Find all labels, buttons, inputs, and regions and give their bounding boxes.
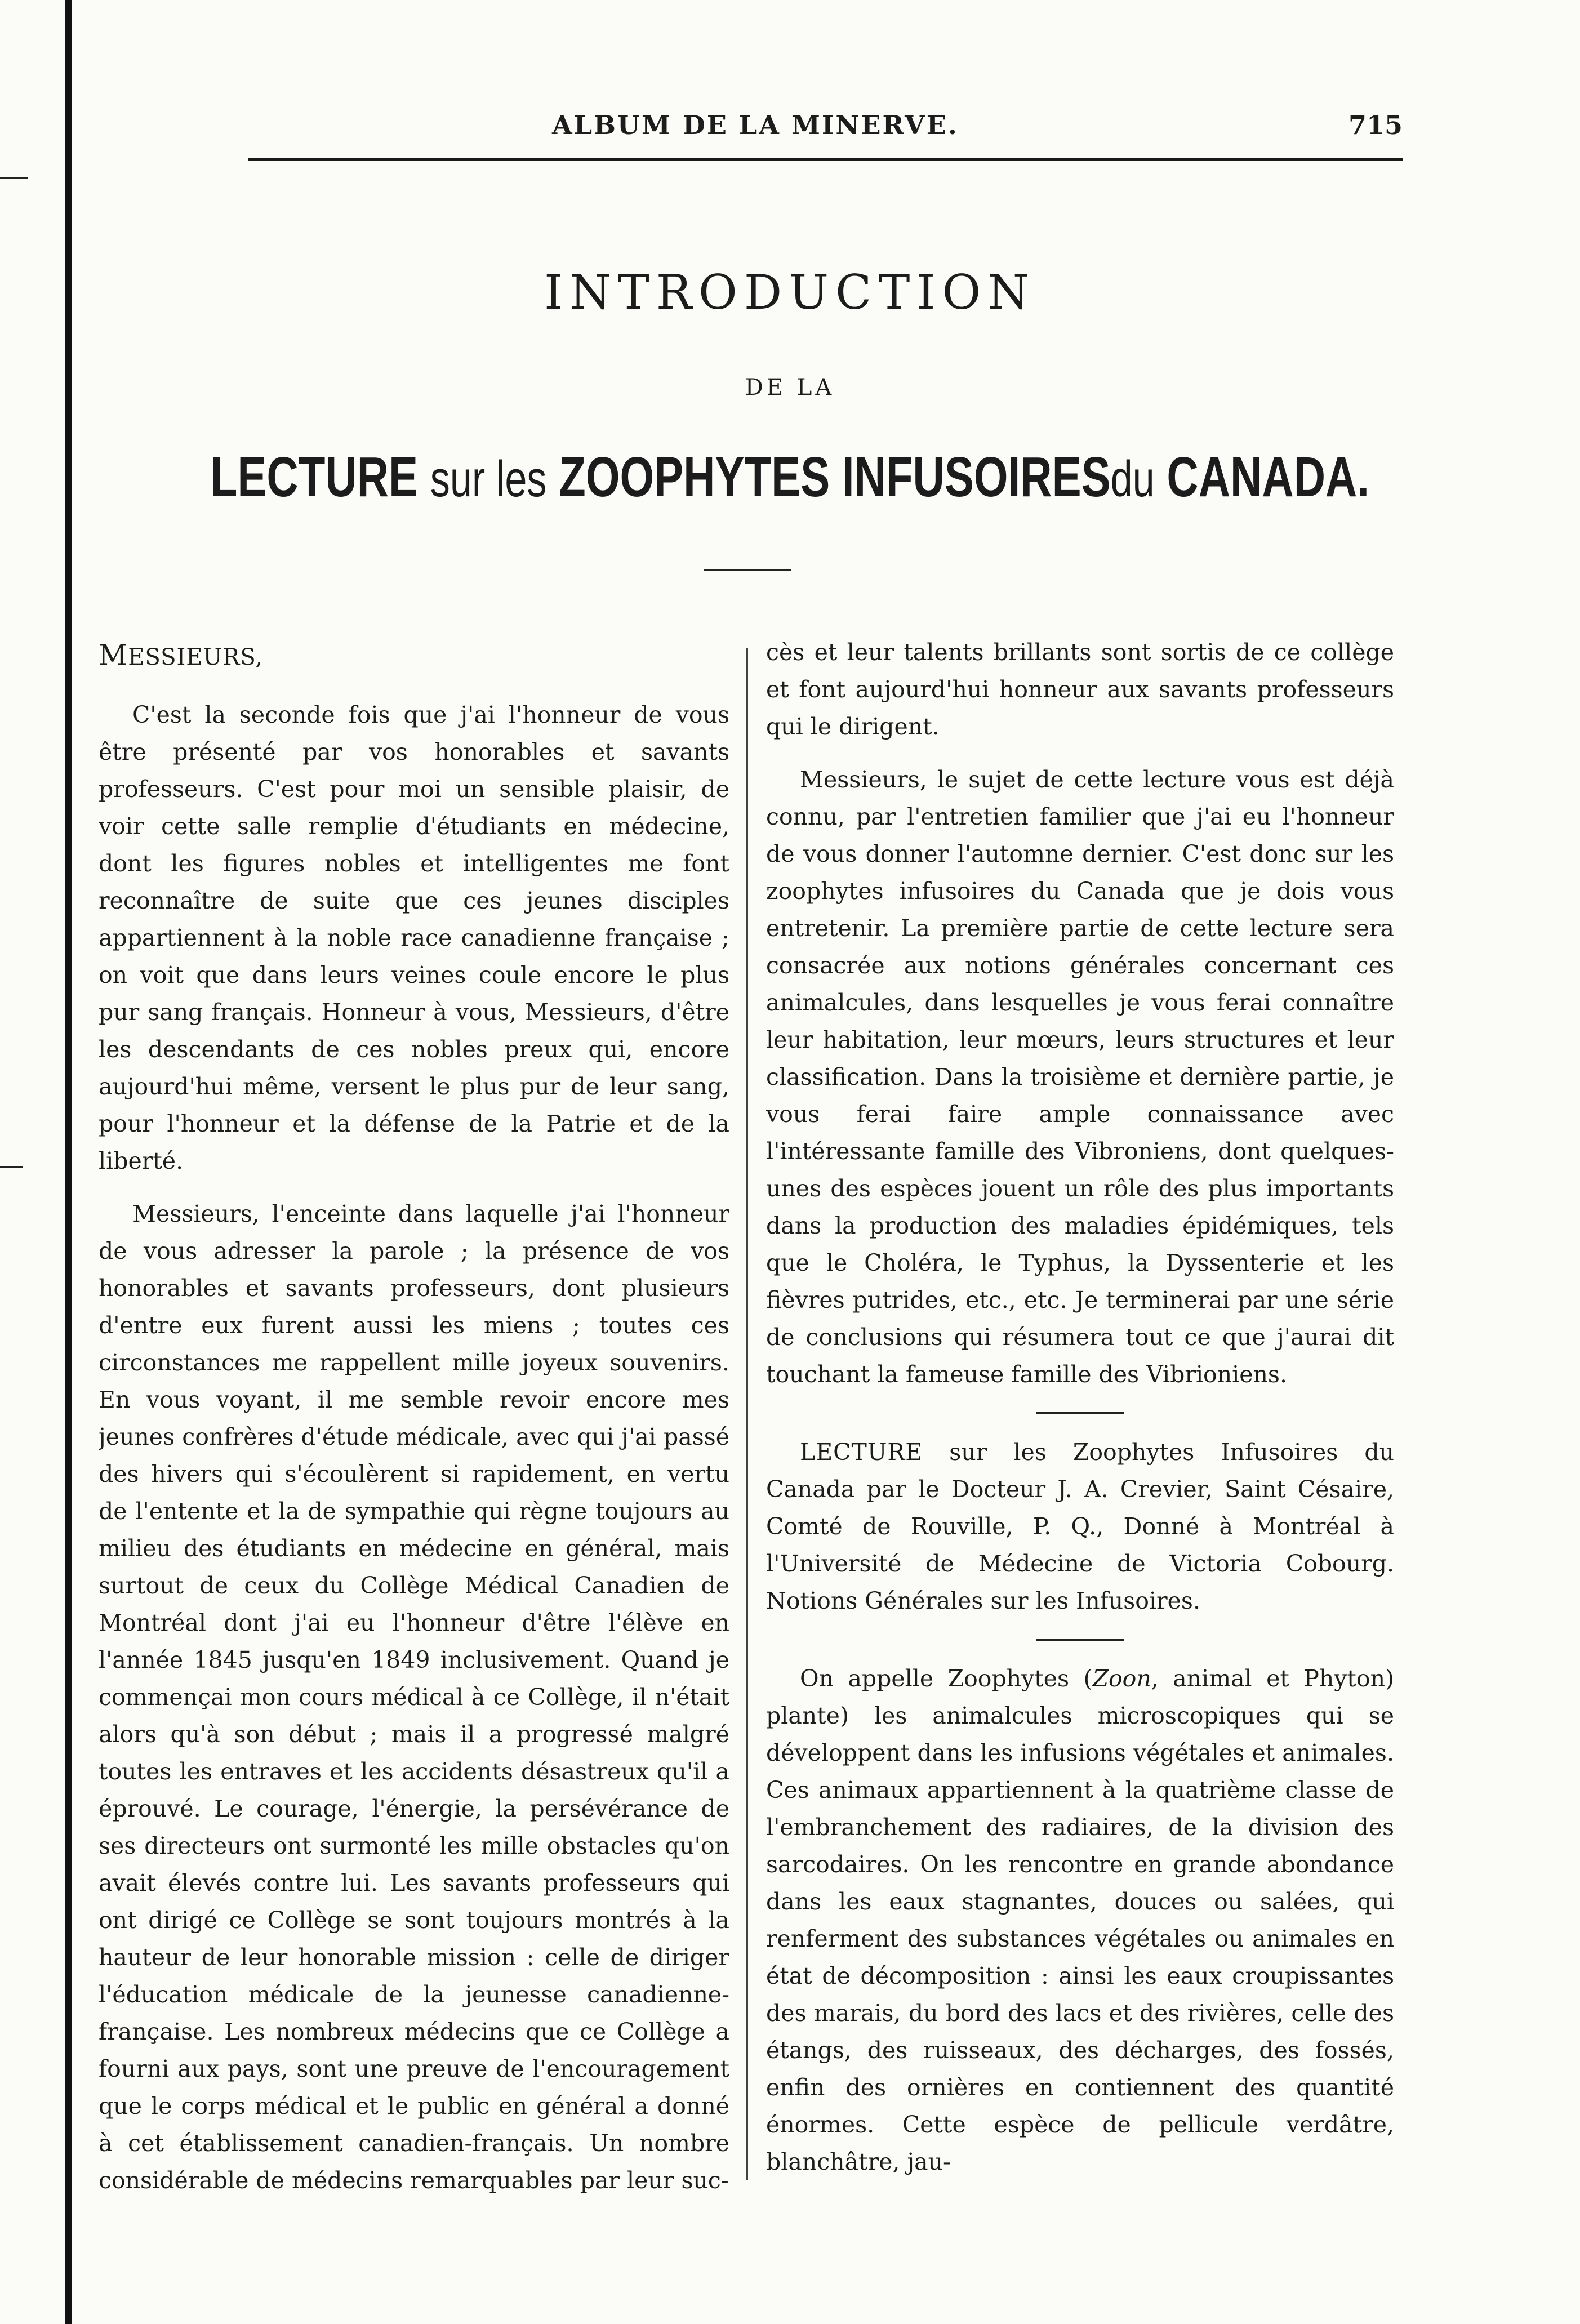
left-column: [99, 636, 729, 2253]
title-rule: [704, 569, 791, 571]
final-text-1: On appelle Zoophytes (: [800, 1665, 1093, 1692]
title-de-la: DE LA: [745, 375, 835, 400]
right-paragraph-2: Messieurs, le sujet de cette lecture vous est déjà connu, par l'entretien familier que j'ai eu l'honneur de vous donner l'automne dernier. C'est donc sur les zoophytes infusoires du Canada que je dois vous entretenir. La première partie de cette lecture sera consacrée aux notions générales concernant ces animalcules, dans lesquelles je vous ferai connaître leur habitation, leur mœurs, leurs structures et leur classification. Dans la troisième et dernière partie, je vous ferai faire ample connaissance avec l'intéressante famille des Vibroniens, dont quelques-unes des espèces jouent un rôle des plus importants dans la production des maladies épidémiques, tels que le Choléra, le Typhus, la Dyssenterie et les fièvres putrides, etc., etc. Je terminerai par une série de conclusions qui résumera tout ce que j'aurai dit touchant la fameuse famille des Vibrioniens.: [766, 766, 1394, 1388]
main-title-du: du: [1110, 451, 1155, 507]
right-paragraph-final: [766, 1660, 1394, 2180]
header-rule: [248, 158, 1403, 161]
salutation: [99, 636, 729, 676]
lecture-heading: [766, 1433, 1394, 1619]
main-title-sur-les: sur les: [430, 451, 547, 507]
running-head-title: ALBUM DE LA MINERVE.: [552, 110, 959, 140]
final-zoon: Zoon: [1092, 1665, 1151, 1692]
main-title-zoophytes: ZOOPHYTES INFUSOIRES: [559, 446, 1111, 509]
lecture-heading-text: sur les Zoophytes Infusoires du Canada par le Docteur J. A. Crevier, Saint Césaire, Comté de Rouville, P. Q., Donné à Montréal à l'Université de Médecine de Victoria Cobourg. Notions Générales sur les Infusoires.: [766, 1439, 1394, 1614]
column-divider: [746, 648, 748, 2180]
scan-edge-bar: [65, 0, 72, 2324]
main-title: [173, 445, 1406, 510]
left-paragraph-2: Messieurs, l'enceinte dans laquelle j'ai l'honneur de vous adresser la parole ; la présence de vos honorables et savants professeurs, dont plusieurs d'entre eux furent aussi les miens ; toutes ces circonstances me rappellent mille joyeux souvenirs. En vous voyant, il me semble revoir encore mes jeunes confrères d'étude médicale, avec qui j'ai passé des hivers qui s'écoulèrent si rapidement, en vertu de l'entente et la de sympathie qui règne toujours au milieu des étudiants en médecine en général, mais surtout de ceux du Collège Médical Canadien de Montréal dont j'ai eu l'honneur d'être l'élève en l'année 1845 jusqu'en 1849 inclusivement. Quand je commençai mon cours médical à ce Collège, il n'était alors qu'à son début ; mais il a progressé malgré toutes les entraves et les accidents désastreux qu'il a éprouvé. Le courage, l'énergie, la persévérance de ses directeurs ont surmonté les mille obstacles qu'on avait élevés contre lui. Les savants professeurs qui ont dirigé ce Collège se sont toujours montrés à la hauteur de leur honorable mission : celle de diriger l'éducation médicale de la jeunesse canadienne-française. Les nombreux médecins que ce Collège a fourni aux pays, sont une preuve de l'encouragement que le corps médical et le public en général a donné à cet établissement canadien-français. Un nombre considérable de médecins remarquables par leur suc-: [99, 1200, 729, 2194]
scan-edge-mark: [0, 177, 28, 179]
final-text-2: , animal et Phyton) plante) les animalcules microscopiques qui se développent dans les infusions végétales et animales. Ces animaux appartiennent à la quatrième classe de l'embranchement des radiaires, de la division des sarcodaires. On les rencontre en grande abondance dans les eaux stagnantes, douces ou salées, qui renferment des substances végétales ou animales en état de décomposition : ainsi les eaux croupissantes des marais, du bord des lacs et des rivières, celle des étangs, des ruisseaux, des décharges, des fossés, enfin des ornières en contiennent des quantité énormes. Cette espèce de pellicule verdâtre, blanchâtre, jau-: [766, 1665, 1394, 2175]
section-rule: [1036, 1639, 1124, 1641]
main-title-canada: CANADA.: [1167, 446, 1370, 509]
lecture-keyword: LECTURE: [800, 1439, 923, 1466]
left-paragraph-1: C'est la seconde fois que j'ai l'honneur de vous être présenté par vos honorables et savants professeurs. C'est pour moi un sensible plaisir, de voir cette salle remplie d'étudiants en médecine, dont les figures nobles et intelligentes me font reconnaître de suite que ces jeunes disciples appartiennent à la noble race canadienne française ; on voit que dans leurs veines coule encore le plus pur sang français. Honneur à vous, Messieurs, d'être les descendants de ces nobles preux qui, encore aujourd'hui même, versent le plus pur de leur sang, pour l'honneur et la défense de la Patrie et de la liberté.: [99, 701, 729, 1174]
right-continuation: cès et leur talents brillants sont sortis de ce collège et font aujourd'hui honneur aux savants professeurs qui le dirigent.: [766, 639, 1394, 740]
title-introduction: INTRODUCTION: [544, 265, 1036, 320]
scan-edge-mark: [0, 1166, 23, 1168]
right-column: [766, 634, 1394, 2256]
main-title-lecture: LECTURE: [210, 446, 419, 509]
running-header: [248, 110, 1403, 152]
salutation-cap: M: [99, 639, 128, 671]
page-number: 715: [1348, 110, 1403, 140]
salutation-rest: ESSIEURS,: [128, 644, 264, 670]
section-rule: [1036, 1412, 1124, 1414]
